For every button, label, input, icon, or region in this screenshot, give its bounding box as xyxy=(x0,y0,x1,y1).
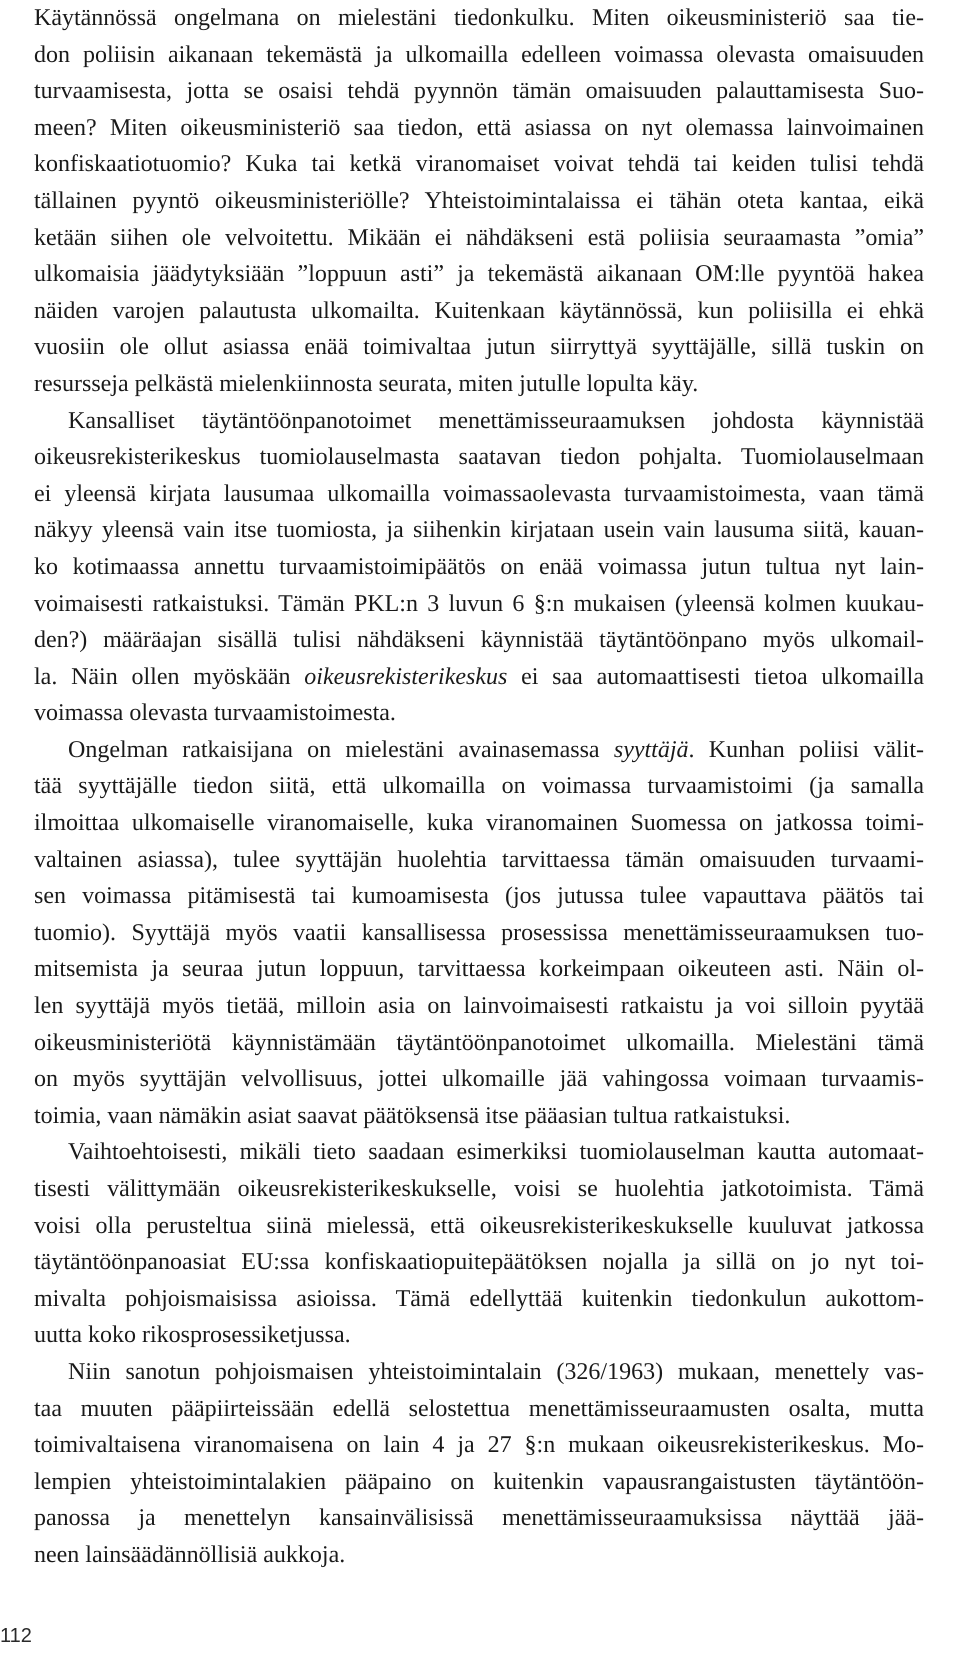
text-line: voimaisesti ratkaistuksi. Tämän PKL:n 3 luvun 6 §:n mukaisen (yleensä kolmen kuukau- xyxy=(34,590,924,617)
paragraph-p4 xyxy=(34,1134,924,1354)
text-line: mivalta pohjoismaisissa asioissa. Tämä edellyttää kuitenkin tiedonkulun aukottom- xyxy=(34,1285,924,1312)
text-line: ketään siihen ole velvoitettu. Mikään ei nähdäkseni estä poliisia seuraamasta ”omia” xyxy=(34,224,924,251)
text-line: la. Näin ollen myöskään oikeusrekisterikeskus ei saa automaattisesti tietoa ulkomailla xyxy=(34,663,924,690)
text-line: vuosiin ole ollut asiassa enää toimivaltaa jutun siirryttyä syyttäjälle, sillä tuskin on xyxy=(34,334,924,361)
text-line: näiden varojen palautusta ulkomailta. Kuitenkaan käytännössä, kun poliisilla ei ehkä xyxy=(34,297,924,324)
text-line: voimassa olevasta turvaamistoimesta. xyxy=(34,700,396,727)
text-line: lempien yhteistoimintalakien pääpaino on kuitenkin vapausrangaistusten täytäntöön- xyxy=(34,1468,924,1495)
text-line: oikeusrekisterikeskus tuomiolauselmasta saatavan tiedon pohjalta. Tuomiolauselmaan xyxy=(34,444,924,471)
text-line: neen lainsäädännöllisiä aukkoja. xyxy=(34,1541,346,1568)
text-line: den?) määräajan sisällä tulisi nähdäkseni käynnistää täytäntöönpano myös ulkomail- xyxy=(34,627,924,654)
paragraph-p3 xyxy=(34,732,924,1135)
text-line: on myös syyttäjän velvollisuus, jottei ulkomaille jää vahingossa voimaan turvaamis- xyxy=(34,1066,924,1093)
text-line: ulkomaisia jäädytyksiään ”loppuun asti” ja tekemästä aikanaan OM:lle pyyntöä hakea xyxy=(34,261,924,288)
body-text xyxy=(34,0,924,1574)
text-line: taa muuten pääpiirteissään edellä selostettua menettämisseuraamusten osalta, mutta xyxy=(34,1395,924,1422)
text-line: tää syyttäjälle tiedon siitä, että ulkomailla on voimassa turvaamistoimi (ja samalla xyxy=(34,773,924,800)
paragraph-p1 xyxy=(34,0,924,403)
paragraph-p2 xyxy=(34,403,924,732)
text-line: näkyy yleensä vain itse tuomiosta, ja siihenkin kirjataan usein vain lausuma siitä, kauan- xyxy=(34,517,924,544)
text-line: len syyttäjä myös tietää, milloin asia on lainvoimaisesti ratkaistu ja voi silloin pyytää xyxy=(34,993,924,1020)
text-line: Vaihtoehtoisesti, mikäli tieto saadaan esimerkiksi tuomiolauselman kautta automaat- xyxy=(68,1139,924,1166)
text-line: tisesti välittymään oikeusrekisterikeskukselle, voisi se huolehtia jatkotoimista. Tämä xyxy=(34,1176,924,1202)
text-line: valtainen asiassa), tulee syyttäjän huolehtia tarvittaessa tämän omaisuuden turvaami- xyxy=(34,846,924,873)
document-page xyxy=(34,0,924,1574)
text-line: toimivaltaisena viranomaisena on lain 4 ja 27 §:n mukaan oikeusrekisterikeskus. Mo- xyxy=(34,1432,924,1459)
text-line: sen voimassa pitämisestä tai kumoamisesta (jos jutussa tulee vapauttava päätös tai xyxy=(34,883,924,910)
text-line: resursseja pelkästä mielenkiinnosta seurata, miten jutulle lopulta käy. xyxy=(34,370,699,397)
text-line: tällainen pyyntö oikeusministeriölle? Yhteistoimintalaissa ei tähän oteta kantaa, eikä xyxy=(34,187,924,214)
text-line: toimia, vaan nämäkin asiat saavat päätöksensä itse pääasian tultua ratkaistuksi. xyxy=(34,1102,791,1129)
text-line: täytäntöönpanoasiat EU:ssa konfiskaatiopuitepäätöksen nojalla ja sillä on jo nyt toi- xyxy=(34,1249,924,1276)
text-line: tuomio). Syyttäjä myös vaatii kansallisessa prosessissa menettämisseuraamuksen tuo- xyxy=(34,919,924,946)
text-line: don poliisin aikanaan tekemästä ja ulkomailla edelleen voimassa olevasta omaisuuden xyxy=(34,41,924,68)
text-line: mitsemista ja seuraa jutun loppuun, tarvittaessa korkeimpaan oikeuteen asti. Näin ol- xyxy=(34,956,924,983)
paragraph-p5 xyxy=(34,1354,924,1574)
text-line: Niin sanotun pohjoismaisen yhteistoimintalain (326/1963) mukaan, menettely vas- xyxy=(68,1358,924,1385)
text-line: ilmoittaa ulkomaiselle viranomaiselle, kuka viranomainen Suomessa on jatkossa toimi- xyxy=(34,810,924,837)
text-line: oikeusministeriötä käynnistämään täytäntöönpanotoimet ulkomailla. Mielestäni tämä xyxy=(34,1029,924,1056)
text-line: turvaamisesta, jotta se osaisi tehdä pyynnön tämän omaisuuden palauttamisesta Suo- xyxy=(34,78,924,105)
text-line: ei yleensä kirjata lausumaa ulkomailla voimassaolevasta turvaamistoimesta, vaan tämä xyxy=(34,480,924,507)
text-line: panossa ja menettelyn kansainvälisissä menettämisseuraamuksissa näyttää jää- xyxy=(34,1505,924,1532)
text-line: voisi olla perusteltua siinä mielessä, että oikeusrekisterikeskukselle kuuluvat jatkossa xyxy=(34,1212,924,1239)
text-line: ko kotimaassa annettu turvaamistoimipäätös on enää voimassa jutun tultua nyt lain- xyxy=(34,553,924,580)
text-line: meen? Miten oikeusministeriö saa tiedon, että asiassa on nyt olemassa lainvoimainen xyxy=(34,114,924,141)
text-line: konfiskaatiotuomio? Kuka tai ketkä viranomaiset voivat tehdä tai keiden tulisi tehdä xyxy=(34,151,924,178)
text-line: Käytännössä ongelmana on mielestäni tiedonkulku. Miten oikeusministeriö saa tie- xyxy=(34,5,924,31)
text-line: Ongelman ratkaisijana on mielestäni avainasemassa syyttäjä. Kunhan poliisi välit- xyxy=(68,736,924,763)
text-line: Kansalliset täytäntöönpanotoimet menettämisseuraamuksen johdosta käynnistää xyxy=(68,407,924,434)
text-line: uutta koko rikosprosessiketjussa. xyxy=(34,1322,351,1349)
page-number: 112 xyxy=(0,1625,32,1647)
